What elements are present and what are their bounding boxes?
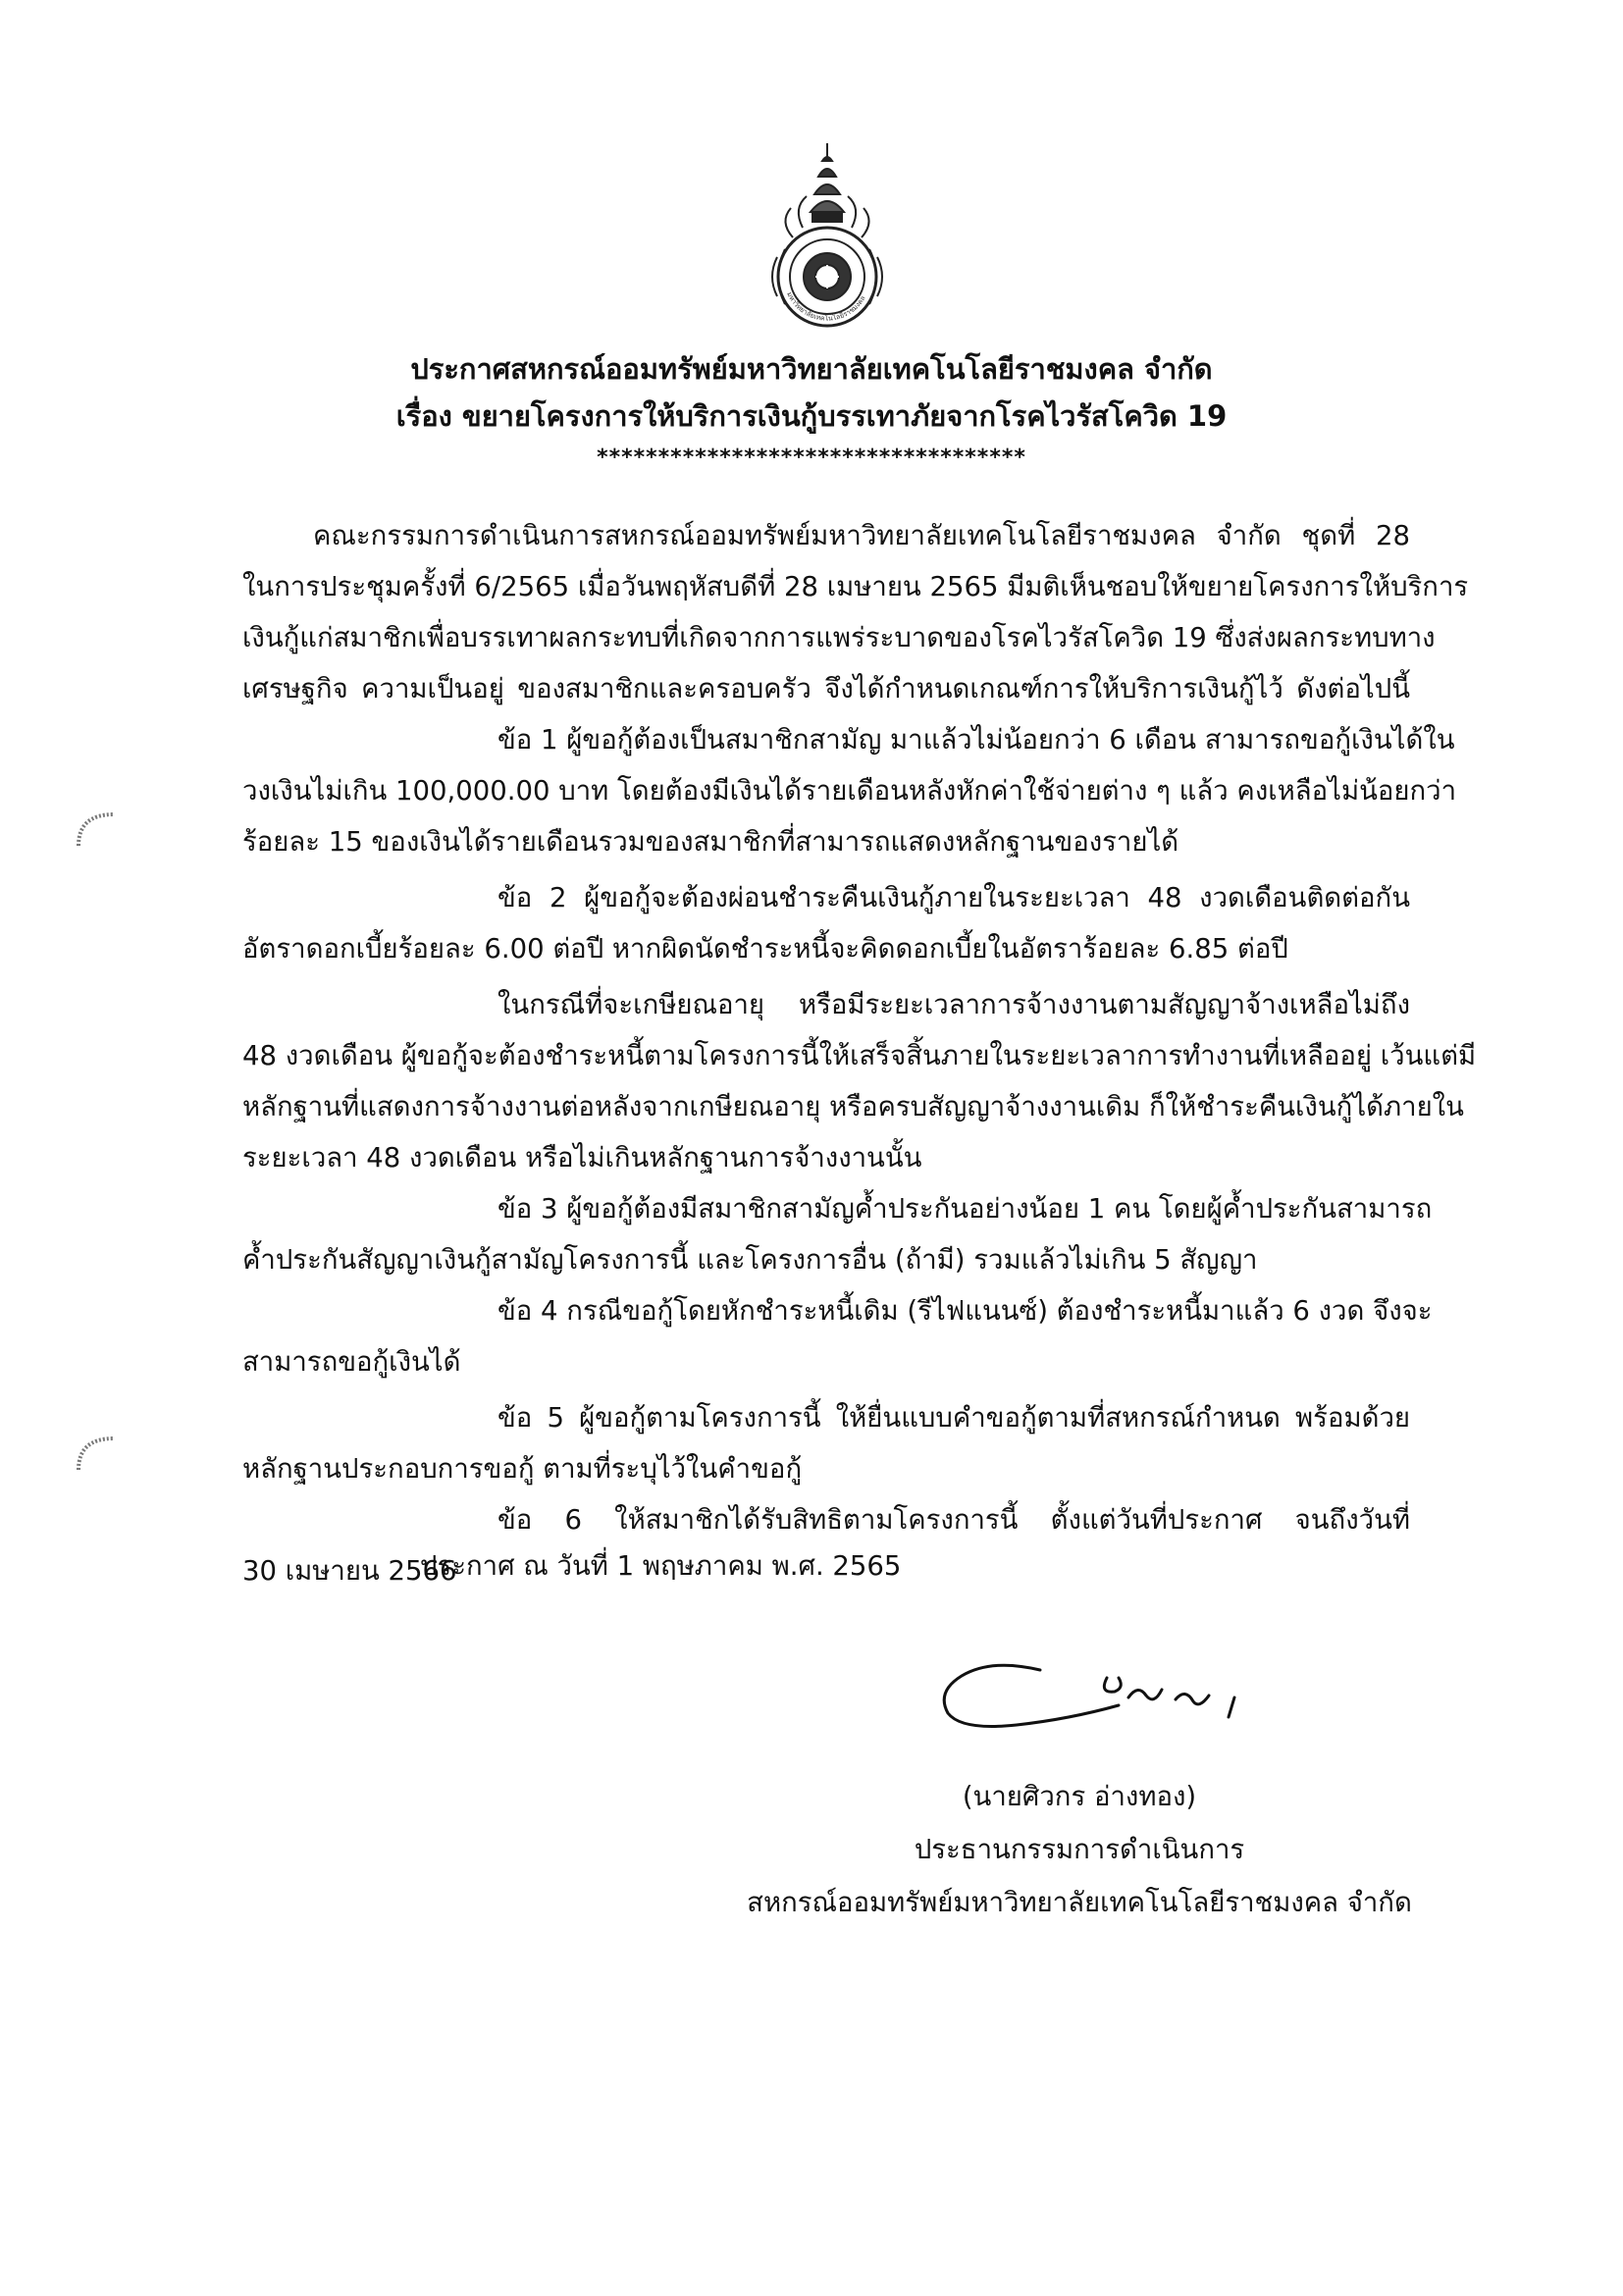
announcement-title: ประกาศสหกรณ์ออมทรัพย์มหาวิทยาลัยเทคโนโลยีราชมงคล จำกัด	[410, 352, 1213, 386]
clause-2-line: อัตราดอกเบี้ยร้อยละ 6.00 ต่อปี หากผิดนัดชำระหนี้จะคิดดอกเบี้ยในอัตราร้อยละ 6.85 ต่อปี	[242, 933, 1288, 965]
body-line: เศรษฐกิจ ความเป็นอยู่ ของสมาชิกและครอบครัว จึงได้กำหนดเกณฑ์การให้บริการเงินกู้ไว้ ดังต่อไปนี้	[242, 673, 1410, 704]
clause-1-line: ร้อยละ 15 ของเงินได้รายเดือนรวมของสมาชิกที่สามารถแสดงหลักฐานของรายได้	[242, 826, 1179, 858]
handwritten-signature	[922, 1648, 1256, 1756]
signatory-block	[726, 1770, 1433, 1929]
clause-2-detail-line: หลักฐานที่แสดงการจ้างงานต่อหลังจากเกษียณอายุ หรือครบสัญญาจ้างงานเดิม ก็ให้ชำระคืนเงินกู้ได้ภายใน	[242, 1091, 1464, 1122]
clause-1-line: ข้อ 1 ผู้ขอกู้ต้องเป็นสมาชิกสามัญ มาแล้วไม่น้อยกว่า 6 เดือน สามารถขอกู้เงินได้ใน	[497, 724, 1455, 756]
signatory-organization: สหกรณ์ออมทรัพย์มหาวิทยาลัยเทคโนโลยีราชมงคล จำกัด	[747, 1887, 1412, 1918]
clause-4-line: ข้อ 4 กรณีขอกู้โดยหักชำระหนี้เดิม (รีไฟแนนซ์) ต้องชำระหนี้มาแล้ว 6 งวด จึงจะ	[497, 1295, 1433, 1327]
announcement-date: ประกาศ ณ วันที่ 1 พฤษภาคม พ.ศ. 2565	[420, 1550, 902, 1582]
title-block	[0, 345, 1623, 473]
clause-6-line: ข้อ 6 ให้สมาชิกได้รับสิทธิตามโครงการนี้ ตั้งแต่วันที่ประกาศ จนถึงวันที่	[497, 1504, 1410, 1536]
clause-1-line: วงเงินไม่เกิน 100,000.00 บาท โดยต้องมีเงินได้รายเดือนหลังหักค่าใช้จ่ายต่าง ๆ แล้ว คงเหลือไม่น้อยกว่า	[242, 775, 1457, 807]
hole-punch-mark-icon	[73, 1431, 128, 1486]
hole-punch-mark-icon	[73, 807, 128, 861]
clause-5-line: ข้อ 5 ผู้ขอกู้ตามโครงการนี้ ให้ยื่นแบบคำขอกู้ตามที่สหกรณ์กำหนด พร้อมด้วย	[497, 1402, 1410, 1434]
clause-2-detail-line: ในกรณีที่จะเกษียณอายุ หรือมีระยะเวลาการจ้างงานตามสัญญาจ้างเหลือไม่ถึง	[497, 989, 1410, 1020]
clause-2-detail-line: 48 งวดเดือน ผู้ขอกู้จะต้องชำระหนี้ตามโครงการนี้ให้เสร็จสิ้นภายในระยะเวลาการทำงานที่เหลืออยู่ เว้นแต่มี	[242, 1040, 1477, 1071]
clause-5-line: หลักฐานประกอบการขอกู้ ตามที่ระบุไว้ในคำขอกู้	[242, 1453, 803, 1485]
announcement-subject: เรื่อง ขยายโครงการให้บริการเงินกู้บรรเทาภัยจากโรคไวรัสโควิด 19	[395, 399, 1228, 433]
clause-2-line: ข้อ 2 ผู้ขอกู้จะต้องผ่อนชำระคืนเงินกู้ภายในระยะเวลา 48 งวดเดือนติดต่อกัน	[497, 882, 1410, 913]
clause-4-line: สามารถขอกู้เงินได้	[242, 1346, 461, 1378]
title-separator: ***********************************	[597, 445, 1026, 470]
signatory-name: (นายศิวกร อ่างทอง)	[962, 1781, 1197, 1812]
clause-3-line: ข้อ 3 ผู้ขอกู้ต้องมีสมาชิกสามัญค้ำประกันอย่างน้อย 1 คน โดยผู้ค้ำประกันสามารถ	[497, 1193, 1433, 1225]
clause-3-line: ค้ำประกันสัญญาเงินกู้สามัญโครงการนี้ และโครงการอื่น (ถ้ามี) รวมแล้วไม่เกิน 5 สัญญา	[242, 1244, 1258, 1276]
announcement-body	[242, 510, 1477, 1596]
body-line: เงินกู้แก่สมาชิกเพื่อบรรเทาผลกระทบที่เกิดจากการแพร่ระบาดของโรคไวรัสโควิด 19 ซึ่งส่งผลกระทบทาง	[242, 622, 1436, 653]
emblem-seal-text: มหาวิทยาลัยเทคโนโลยีราชมงคล	[785, 290, 867, 323]
clause-6-line: 30 เมษายน 2566	[242, 1555, 457, 1587]
body-line: คณะกรรมการดำเนินการสหกรณ์ออมทรัพย์มหาวิทยาลัยเทคโนโลยีราชมงคล จำกัด ชุดที่ 28	[313, 520, 1410, 551]
university-emblem-icon	[763, 139, 891, 345]
clause-2-detail-line: ระยะเวลา 48 งวดเดือน หรือไม่เกินหลักฐานการจ้างงานนั้น	[242, 1142, 922, 1174]
signatory-position: ประธานกรรมการดำเนินการ	[914, 1834, 1245, 1865]
body-line: ในการประชุมครั้งที่ 6/2565 เมื่อวันพฤหัสบดีที่ 28 เมษายน 2565 มีมติเห็นชอบให้ขยายโครงการให้บริการ	[242, 571, 1469, 602]
